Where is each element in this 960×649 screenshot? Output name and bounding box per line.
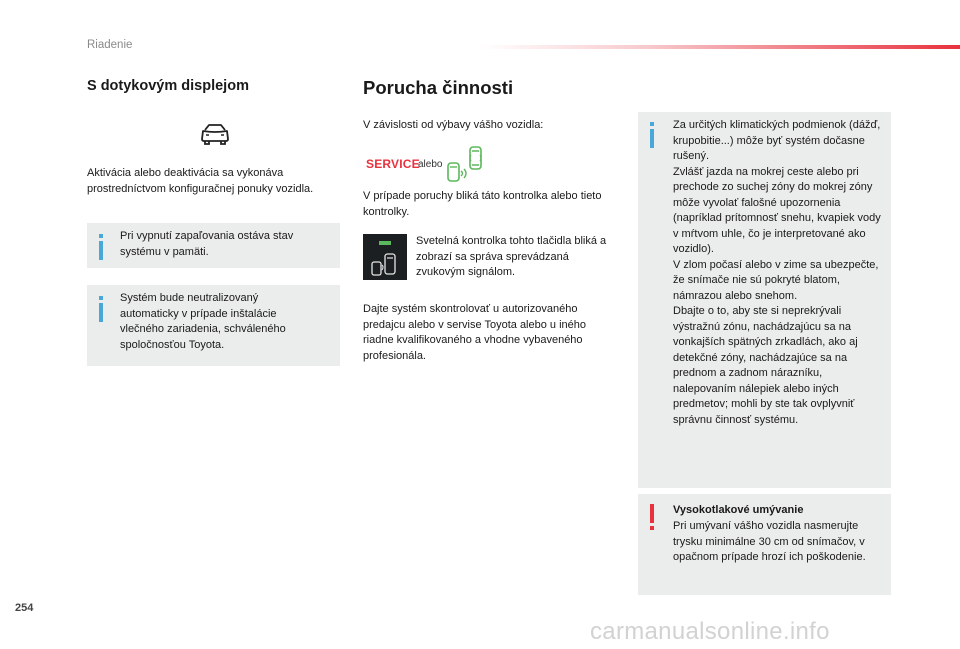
fault-description: V prípade poruchy bliká táto kontrolka alebo tieto kontrolky. [363, 190, 602, 218]
weather-info-box [638, 112, 891, 488]
warning-text: Pri umývaní vášho vozidla nasmerujte trysku minimálne 30 cm od snímačov, v opačnom prípade hrozí ich poškodenie. [673, 520, 866, 563]
button-lamp-description: Svetelná kontrolka tohto tlačidla bliká a zobrazí sa správa sprevádzaná zvukovým signálom. [416, 235, 607, 278]
info-note-memory [87, 223, 340, 268]
watermark: carmanualsonline.info [590, 618, 830, 645]
info-icon [97, 296, 105, 322]
weather-info-text: Za určitých klimatických podmienok (dážď, krupobitie...) môže byť systém dočasne rušený. Zvlášť jazda na mokrej ceste alebo pri prechode zo suchej zóny do mokrej zóny môže vyvolať falošné upozornenia (napríklad prítomnosť snehu, kvapiek vody v mŕtvom uhle, čo je interpretované ako vozidlo). V zlom počasí alebo v zime sa ubezpečte, že snímače nie sú pokryté blatom, námrazou alebo snehom. Dbajte o to, aby ste si neprekrývali výstražnú zónu, nachádzajúcu sa na vonkajších spätných zrkadlách, ako aj detekčné zóny, nachádzajúce sa na prednom a zadnom nárazníku, nalepovaním nálepiek alebo iných predmetov; mohli by ste tak ovplyvniť správnu činnosť systému. [673, 119, 881, 426]
car-sensor-icon [200, 122, 230, 148]
or-label: alebo [418, 159, 443, 170]
button-lamp-icon [363, 234, 407, 280]
blind-spot-warning-icon [446, 145, 484, 183]
activation-paragraph: Aktivácia alebo deaktivácia sa vykonáva prostredníctvom konfiguračnej ponuky vozidla. [87, 167, 314, 195]
info-icon [648, 122, 656, 148]
header-accent-line [480, 45, 960, 49]
info-note-text: Pri vypnutí zapaľovania ostáva stav systému v pamäti. [120, 230, 294, 258]
info-icon [97, 234, 105, 260]
blind-spot-button-icon [363, 234, 407, 280]
service-warning-label: SERVICE [366, 157, 420, 171]
malfunction-title: Porucha činnosti [363, 77, 514, 98]
section-title: Riadenie [87, 39, 133, 51]
warning-title: Vysokotlakové umývanie [673, 504, 804, 516]
page-number: 254 [15, 602, 34, 614]
info-note-towbar [87, 285, 340, 366]
left-section-title: S dotykovým displejom [87, 78, 249, 94]
warning-icon [648, 504, 656, 530]
equipment-intro: V závislosti od výbavy vášho vozidla: [363, 119, 544, 131]
info-note-text: Systém bude neutralizovaný automaticky v prípade inštalácie vlečného zariadenia, schváleného spoločnosťou Toyota. [120, 292, 286, 351]
high-pressure-warning-box [638, 494, 891, 595]
dealer-check-advice: Dajte systém skontrolovať u autorizovaného predajcu alebo v servise Toyota alebo u iného riadne kvalifikovaného a vhodne vybaveného profesionála. [363, 303, 587, 362]
